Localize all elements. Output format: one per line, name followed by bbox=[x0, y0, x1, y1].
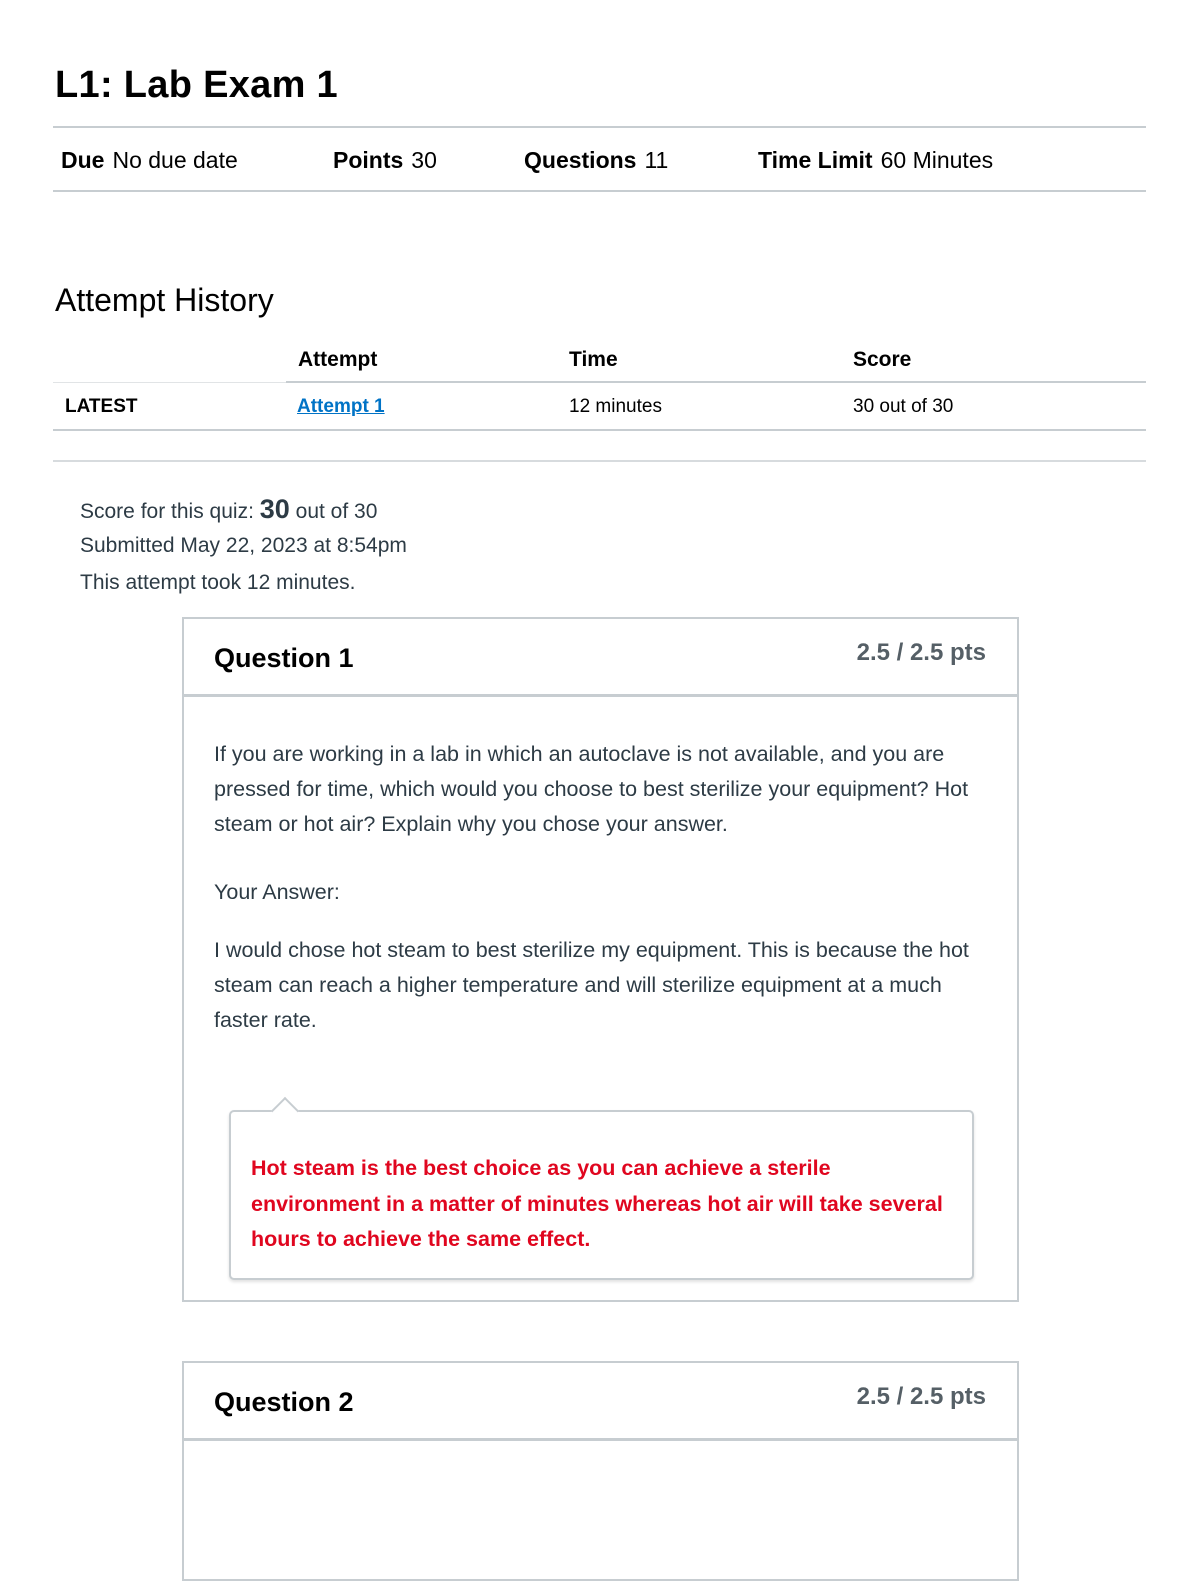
attempt-score-cell: 30 out of 30 bbox=[853, 396, 954, 417]
grader-comment-text: Hot steam is the best choice as you can achieve a sterile environment in a matter of minutes whereas hot air will take several hours to achieve the same effect. bbox=[251, 1156, 943, 1251]
your-answer-label: Your Answer: bbox=[214, 880, 340, 904]
time-limit-label: Time Limit bbox=[758, 147, 873, 173]
question-1-header bbox=[184, 619, 1017, 697]
time-limit-info bbox=[758, 147, 993, 174]
points-value: 30 bbox=[411, 147, 437, 173]
points-info bbox=[333, 147, 437, 174]
score-prefix: Score for this quiz: bbox=[80, 500, 254, 523]
score-value: 30 bbox=[259, 494, 290, 524]
points-label: Points bbox=[333, 147, 404, 173]
due-value: No due date bbox=[112, 147, 238, 173]
page-title: L1: Lab Exam 1 bbox=[55, 64, 338, 106]
duration-line: This attempt took 12 minutes. bbox=[80, 571, 356, 594]
question-1-answer: I would chose hot steam to best sterilize my equipment. This is because the hot steam can reach a higher temperature and will sterilize equipment at a much faster rate. bbox=[214, 938, 969, 1032]
grader-comment-box bbox=[229, 1110, 974, 1280]
quiz-score-line bbox=[80, 492, 407, 529]
attempt-time-cell: 12 minutes bbox=[569, 396, 662, 417]
submitted-line: Submitted May 22, 2023 at 8:54pm bbox=[80, 534, 407, 557]
question-2-title: Question 2 bbox=[214, 1387, 354, 1417]
due-label: Due bbox=[61, 147, 105, 173]
column-header-time: Time bbox=[569, 348, 618, 371]
question-1-points: 2.5 / 2.5 pts bbox=[856, 639, 986, 666]
attempt-link-cell bbox=[297, 396, 385, 418]
attempt-history-heading: Attempt History bbox=[55, 282, 274, 318]
question-1-title: Question 1 bbox=[214, 643, 354, 673]
question-2-points: 2.5 / 2.5 pts bbox=[856, 1383, 986, 1410]
attempt-status-latest: LATEST bbox=[65, 396, 138, 417]
question-2-header bbox=[184, 1363, 1017, 1441]
questions-value: 11 bbox=[644, 147, 669, 173]
question-1-text: If you are working in a lab in which an autoclave is not available, and you are pressed for time, which would you choose to best sterilize your equipment? Hot steam or hot air? Explain why you chose your answer. bbox=[214, 742, 969, 836]
attempt-1-link[interactable]: Attempt 1 bbox=[297, 396, 385, 417]
comment-pointer bbox=[271, 1097, 299, 1125]
quiz-details-bar bbox=[53, 126, 1146, 192]
quiz-summary bbox=[80, 492, 407, 603]
header-divider bbox=[286, 381, 1146, 383]
question-1-card bbox=[182, 617, 1019, 1302]
column-header-score: Score bbox=[853, 348, 912, 371]
column-header-attempt: Attempt bbox=[298, 348, 378, 371]
questions-info bbox=[524, 147, 668, 174]
score-suffix: out of 30 bbox=[295, 500, 378, 523]
section-divider bbox=[53, 460, 1146, 462]
due-info bbox=[61, 147, 238, 174]
time-limit-value: 60 Minutes bbox=[880, 147, 994, 173]
row-divider bbox=[53, 429, 1146, 431]
header-divider-left bbox=[53, 382, 286, 383]
question-2-card bbox=[182, 1361, 1019, 1581]
questions-label: Questions bbox=[524, 147, 637, 173]
